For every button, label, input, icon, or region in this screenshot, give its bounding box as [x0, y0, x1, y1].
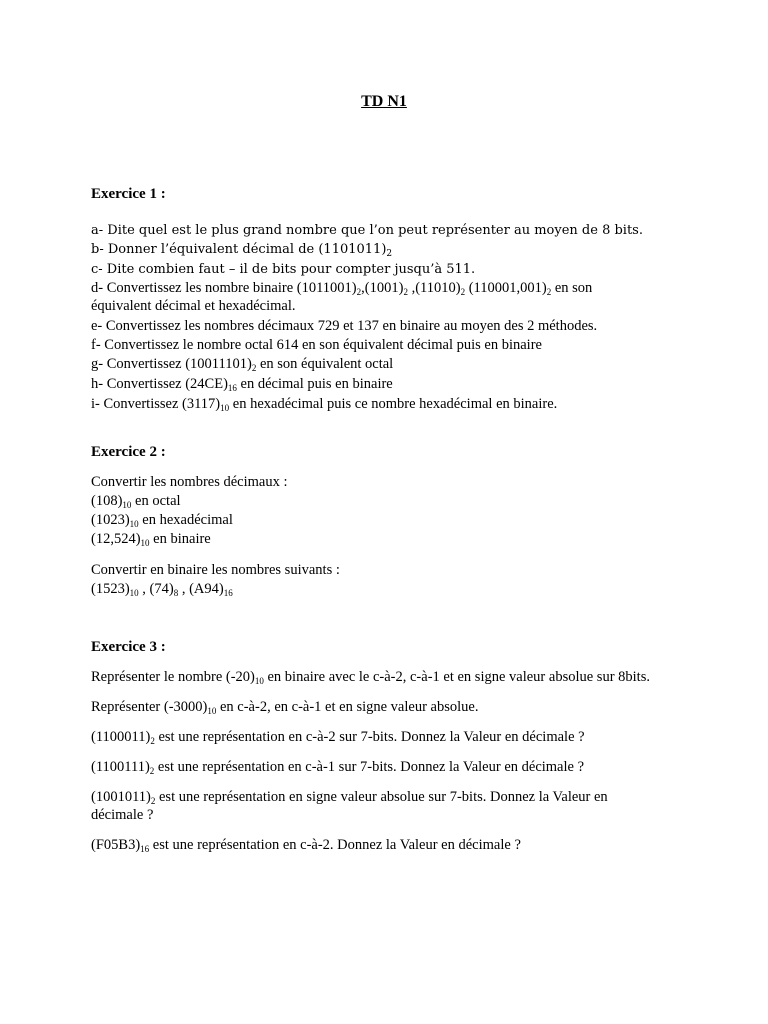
- text-segment: i- Convertissez (3117): [91, 396, 221, 412]
- text-segment: en c-à-2, en c-à-1 et en signe valeur absolue.: [216, 699, 479, 715]
- exercise-3-para-2: [91, 698, 478, 717]
- exercise-2-line-2: [91, 511, 233, 530]
- base-subscript: 2: [386, 249, 393, 259]
- base-subscript: 2: [251, 363, 257, 373]
- exercise-1-item-b: [91, 240, 392, 259]
- text-segment: (12,524): [91, 531, 141, 547]
- exercise-2-heading: Exercice 2 :: [91, 444, 166, 460]
- text-segment: est une représentation en c-à-1 sur 7-bits. Donnez la Valeur en décimale ?: [154, 759, 585, 775]
- base-subscript: 2: [403, 287, 408, 297]
- text-segment: Représenter (-3000): [91, 699, 208, 715]
- exercise-2-intro-binary: Convertir en binaire les nombres suivants :: [91, 562, 340, 578]
- base-subscript: 16: [227, 383, 237, 393]
- base-subscript: 2: [460, 287, 466, 297]
- text-segment: h- Convertissez (24CE): [91, 376, 228, 392]
- exercise-3-para-5-continued: décimale ?: [91, 807, 154, 823]
- text-segment: en binaire avec le c-à-2, c-à-1 et en signe valeur absolue sur 8bits.: [263, 669, 650, 685]
- text-segment: ,(11010): [407, 280, 461, 296]
- exercise-1-item-i: [91, 395, 557, 414]
- exercise-3-heading: Exercice 3 :: [91, 639, 166, 655]
- text-segment: (1001011): [91, 789, 151, 805]
- text-segment: (108): [91, 493, 123, 509]
- text-segment: en hexadécimal: [138, 512, 233, 528]
- exercise-3-para-3: [91, 728, 585, 747]
- base-subscript: 2: [356, 287, 362, 297]
- base-subscript: 16: [140, 844, 150, 854]
- exercise-1-item-g: [91, 355, 393, 374]
- exercise-2-line-1: [91, 492, 181, 511]
- base-subscript: 2: [149, 766, 155, 776]
- base-subscript: 10: [207, 706, 217, 716]
- base-subscript: 2: [150, 736, 155, 746]
- text-segment: b- Donner l’équivalent décimal de (1101011): [91, 242, 387, 257]
- text-segment: en son équivalent octal: [256, 356, 394, 372]
- base-subscript: 10: [122, 500, 132, 510]
- exercise-1-item-a: a- Dite quel est le plus grand nombre que l’on peut représenter au moyen de 8 bits.: [91, 223, 643, 238]
- exercise-2-line-3: [91, 530, 211, 549]
- exercise-2-line-4: [91, 580, 233, 599]
- base-subscript: 8: [173, 588, 179, 598]
- text-segment: , (74): [138, 581, 174, 597]
- text-segment: est une représentation en signe valeur absolue sur 7-bits. Donnez la Valeur en: [155, 789, 608, 805]
- text-segment: (F05B3): [91, 837, 141, 853]
- text-segment: (110001,001): [465, 280, 547, 296]
- base-subscript: 10: [254, 676, 264, 686]
- document-title: TD N1: [361, 93, 407, 110]
- text-segment: en octal: [131, 493, 181, 509]
- exercise-1-item-c: c- Dite combien faut – il de bits pour compter jusqu’à 511.: [91, 262, 476, 277]
- exercise-3-para-1: [91, 668, 650, 687]
- text-segment: Représenter le nombre (-20): [91, 669, 255, 685]
- exercise-1-item-f: f- Convertissez le nombre octal 614 en son équivalent décimal puis en binaire: [91, 337, 542, 353]
- base-subscript: 2: [546, 287, 552, 297]
- text-segment: , (A94): [178, 581, 224, 597]
- exercise-3-para-5: [91, 788, 608, 807]
- exercise-3-para-4: [91, 758, 584, 777]
- text-segment: en binaire: [149, 531, 211, 547]
- base-subscript: 16: [223, 588, 233, 598]
- text-segment: d- Convertissez les nombre binaire (1011001): [91, 280, 357, 296]
- exercise-1-item-d-continued: équivalent décimal et hexadécimal.: [91, 298, 296, 314]
- text-segment: (1023): [91, 512, 130, 528]
- text-segment: en hexadécimal puis ce nombre hexadécimal en binaire.: [229, 396, 558, 412]
- text-segment: en décimal puis en binaire: [236, 376, 393, 392]
- base-subscript: 10: [220, 403, 230, 413]
- text-segment: g- Convertissez (10011101): [91, 356, 252, 372]
- base-subscript: 10: [140, 538, 150, 548]
- base-subscript: 10: [129, 519, 139, 529]
- exercise-3-para-6: [91, 836, 521, 855]
- base-subscript: 2: [150, 796, 156, 806]
- exercise-1-item-d: [91, 279, 592, 298]
- exercise-1-heading: Exercice 1 :: [91, 186, 166, 202]
- text-segment: ,(1001): [361, 280, 404, 296]
- exercise-1-item-h: [91, 375, 393, 394]
- exercise-2-intro-decimal: Convertir les nombres décimaux :: [91, 474, 288, 490]
- text-segment: (1100111): [91, 759, 150, 775]
- text-segment: est une représentation en c-à-2 sur 7-bits. Donnez la Valeur en décimale ?: [154, 729, 585, 745]
- text-segment: en son: [551, 280, 593, 296]
- exercise-1-item-e: e- Convertissez les nombres décimaux 729 et 137 en binaire au moyen des 2 méthodes.: [91, 318, 598, 334]
- text-segment: est une représentation en c-à-2. Donnez la Valeur en décimale ?: [149, 837, 521, 853]
- text-segment: (1100011): [91, 729, 151, 745]
- base-subscript: 10: [129, 588, 139, 598]
- text-segment: (1523): [91, 581, 130, 597]
